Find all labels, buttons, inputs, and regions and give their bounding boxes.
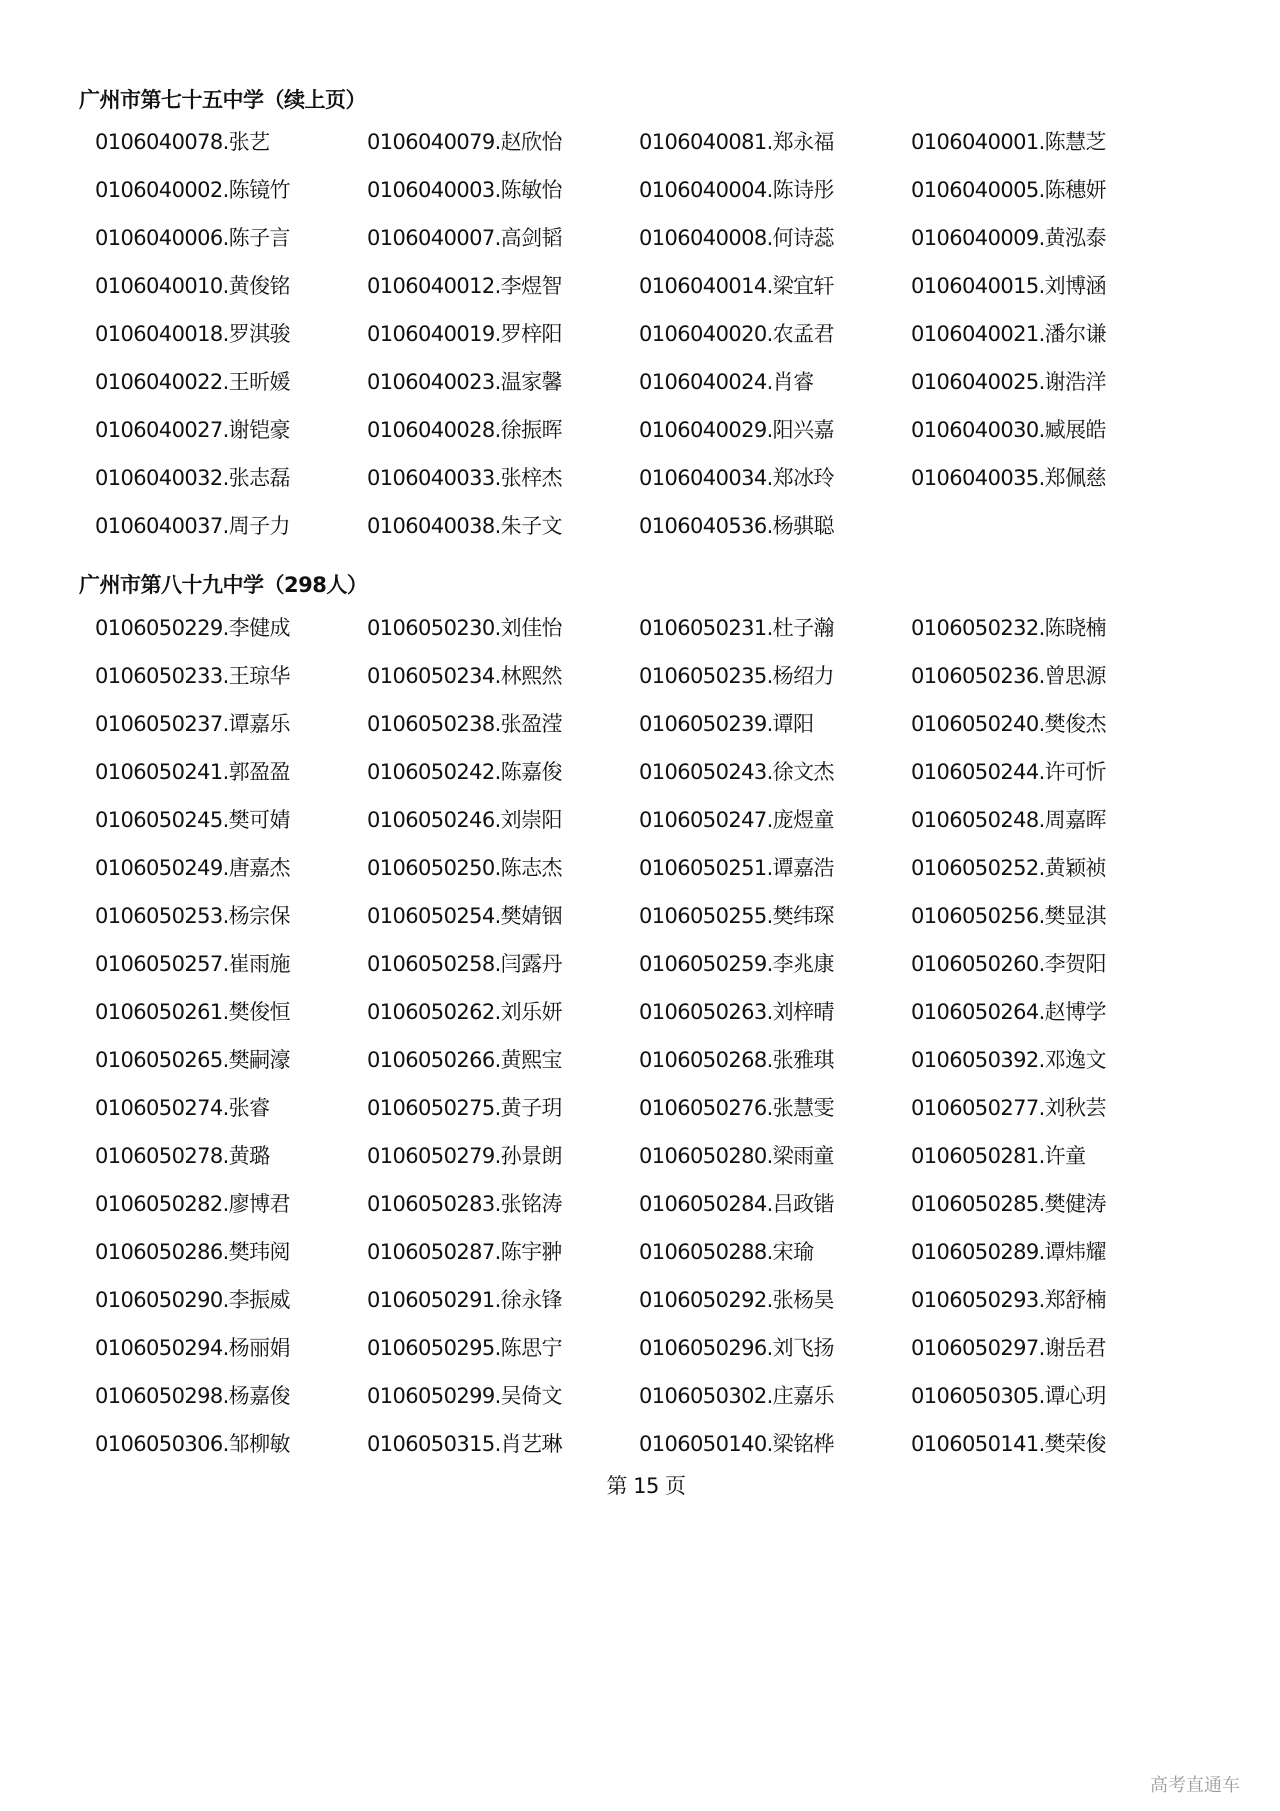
- student-entry: 0106050298.杨嘉俊: [95, 1384, 290, 1408]
- student-list-school-75: [95, 128, 1183, 560]
- student-entry: 0106040015.刘博涵: [911, 274, 1106, 298]
- student-entry: 0106050287.陈宇翀: [367, 1240, 562, 1264]
- watermark: 高考直通车: [1150, 1775, 1240, 1796]
- student-entry: 0106050244.许可忻: [911, 760, 1106, 784]
- table-row: [95, 224, 1183, 272]
- student-entry: 0106040001.陈慧芝: [911, 130, 1106, 154]
- student-entry: 0106050264.赵博学: [911, 1000, 1106, 1024]
- table-row: [95, 1190, 1183, 1238]
- page-number: 第 15 页: [606, 1474, 686, 1498]
- student-entry: 0106040033.张梓杰: [367, 466, 562, 490]
- student-entry: 0106050263.刘梓晴: [639, 1000, 834, 1024]
- student-entry: 0106050297.谢岳君: [911, 1336, 1106, 1360]
- student-entry: 0106050258.闫露丹: [367, 952, 562, 976]
- student-entry: 0106050233.王琼华: [95, 664, 290, 688]
- student-entry: 0106040029.阳兴嘉: [639, 418, 834, 442]
- table-row: [95, 512, 1183, 560]
- student-entry: 0106040021.潘尔谦: [911, 322, 1106, 346]
- student-entry: 0106050315.肖艺琳: [367, 1432, 562, 1456]
- student-entry: 0106050262.刘乐妍: [367, 1000, 562, 1024]
- table-row: [95, 416, 1183, 464]
- table-row: [95, 854, 1183, 902]
- student-entry: 0106050291.徐永锋: [367, 1288, 562, 1312]
- student-entry: 0106050260.李贺阳: [911, 952, 1106, 976]
- student-entry: 0106040014.梁宜轩: [639, 274, 834, 298]
- student-entry: 0106040012.李煜智: [367, 274, 562, 298]
- student-entry: 0106050268.张雅琪: [639, 1048, 834, 1072]
- student-entry: 0106050235.杨绍力: [639, 664, 834, 688]
- student-list-school-89: [95, 614, 1183, 1478]
- section-title-school-75: 广州市第七十五中学（续上页）: [79, 88, 366, 112]
- student-entry: 0106040536.杨骐聪: [639, 514, 834, 538]
- student-entry: 0106050296.刘飞扬: [639, 1336, 834, 1360]
- student-entry: 0106050231.杜子瀚: [639, 616, 834, 640]
- table-row: [95, 368, 1183, 416]
- student-entry: 0106050290.李振威: [95, 1288, 290, 1312]
- student-entry: 0106050239.谭阳: [639, 712, 814, 736]
- student-entry: 0106050248.周嘉晖: [911, 808, 1106, 832]
- student-entry: 0106050278.黄璐: [95, 1144, 270, 1168]
- student-entry: 0106040035.郑佩慈: [911, 466, 1106, 490]
- student-entry: 0106050280.梁雨童: [639, 1144, 834, 1168]
- student-entry: 0106050276.张慧雯: [639, 1096, 834, 1120]
- student-entry: 0106050241.郭盈盈: [95, 760, 290, 784]
- student-entry: 0106050255.樊纬琛: [639, 904, 834, 928]
- student-entry: 0106040009.黄泓泰: [911, 226, 1106, 250]
- table-row: [95, 1238, 1183, 1286]
- table-row: [95, 1334, 1183, 1382]
- student-entry: 0106040024.肖睿: [639, 370, 814, 394]
- student-entry: 0106050286.樊玮阅: [95, 1240, 290, 1264]
- student-entry: 0106050242.陈嘉俊: [367, 760, 562, 784]
- student-entry: 0106050257.崔雨施: [95, 952, 290, 976]
- student-entry: 0106040002.陈镜竹: [95, 178, 290, 202]
- student-entry: 0106040079.赵欣怡: [367, 130, 562, 154]
- student-entry: 0106040007.高剑韬: [367, 226, 562, 250]
- student-entry: 0106050306.邹柳敏: [95, 1432, 290, 1456]
- student-entry: 0106050240.樊俊杰: [911, 712, 1106, 736]
- student-entry: 0106050254.樊婧铟: [367, 904, 562, 928]
- student-entry: 0106040023.温家馨: [367, 370, 562, 394]
- table-row: [95, 176, 1183, 224]
- table-row: [95, 998, 1183, 1046]
- student-entry: 0106050238.张盈滢: [367, 712, 562, 736]
- student-entry: 0106040037.周子力: [95, 514, 290, 538]
- student-entry: 0106050140.梁铭桦: [639, 1432, 834, 1456]
- student-entry: 0106050282.廖博君: [95, 1192, 290, 1216]
- student-entry: 0106050288.宋瑜: [639, 1240, 814, 1264]
- student-entry: 0106050289.谭炜耀: [911, 1240, 1106, 1264]
- student-entry: 0106050283.张铭涛: [367, 1192, 562, 1216]
- table-row: [95, 1286, 1183, 1334]
- student-entry: 0106050253.杨宗保: [95, 904, 290, 928]
- student-entry: 0106050236.曾思源: [911, 664, 1106, 688]
- student-entry: 0106050249.唐嘉杰: [95, 856, 290, 880]
- student-entry: 0106040034.郑冰玲: [639, 466, 834, 490]
- student-entry: 0106040078.张艺: [95, 130, 270, 154]
- table-row: [95, 614, 1183, 662]
- student-entry: 0106050250.陈志杰: [367, 856, 562, 880]
- student-entry: 0106050247.庞煜童: [639, 808, 834, 832]
- student-entry: 0106050141.樊荣俊: [911, 1432, 1106, 1456]
- table-row: [95, 1094, 1183, 1142]
- student-entry: 0106040019.罗梓阳: [367, 322, 562, 346]
- student-entry: 0106050246.刘崇阳: [367, 808, 562, 832]
- student-entry: 0106050256.樊显淇: [911, 904, 1106, 928]
- student-entry: 0106050237.谭嘉乐: [95, 712, 290, 736]
- student-entry: 0106050284.吕政锴: [639, 1192, 834, 1216]
- student-entry: 0106050305.谭心玥: [911, 1384, 1106, 1408]
- section-title-school-89: 广州市第八十九中学（298人）: [79, 573, 368, 597]
- student-entry: 0106050266.黄熙宝: [367, 1048, 562, 1072]
- table-row: [95, 1046, 1183, 1094]
- student-entry: 0106050293.郑舒楠: [911, 1288, 1106, 1312]
- student-entry: 0106040010.黄俊铭: [95, 274, 290, 298]
- student-entry: 0106040025.谢浩洋: [911, 370, 1106, 394]
- table-row: [95, 1142, 1183, 1190]
- student-entry: 0106050252.黄颖祯: [911, 856, 1106, 880]
- student-entry: 0106050279.孙景朗: [367, 1144, 562, 1168]
- student-entry: 0106050392.邓逸文: [911, 1048, 1106, 1072]
- student-entry: 0106050229.李健成: [95, 616, 290, 640]
- student-entry: 0106050261.樊俊恒: [95, 1000, 290, 1024]
- table-row: [95, 662, 1183, 710]
- student-entry: 0106040003.陈敏怡: [367, 178, 562, 202]
- student-entry: 0106040008.何诗蕊: [639, 226, 834, 250]
- student-entry: 0106040038.朱子文: [367, 514, 562, 538]
- student-entry: 0106050243.徐文杰: [639, 760, 834, 784]
- student-entry: 0106040032.张志磊: [95, 466, 290, 490]
- student-entry: 0106040005.陈穗妍: [911, 178, 1106, 202]
- student-entry: 0106040004.陈诗彤: [639, 178, 834, 202]
- student-entry: 0106050245.樊可婧: [95, 808, 290, 832]
- student-entry: 0106050281.许童: [911, 1144, 1086, 1168]
- student-entry: 0106050292.张杨昊: [639, 1288, 834, 1312]
- student-entry: 0106040020.农孟君: [639, 322, 834, 346]
- table-row: [95, 758, 1183, 806]
- student-entry: 0106040030.臧展皓: [911, 418, 1106, 442]
- student-entry: 0106040022.王昕媛: [95, 370, 290, 394]
- student-entry: 0106050299.吴倚文: [367, 1384, 562, 1408]
- student-entry: 0106040006.陈子言: [95, 226, 290, 250]
- student-entry: 0106050277.刘秋芸: [911, 1096, 1106, 1120]
- student-entry: 0106050295.陈思宁: [367, 1336, 562, 1360]
- student-entry: 0106040018.罗淇骏: [95, 322, 290, 346]
- table-row: [95, 464, 1183, 512]
- table-row: [95, 128, 1183, 176]
- student-entry: 0106050274.张睿: [95, 1096, 270, 1120]
- table-row: [95, 950, 1183, 998]
- student-entry: 0106040081.郑永福: [639, 130, 834, 154]
- student-entry: 0106050259.李兆康: [639, 952, 834, 976]
- student-entry: 0106050234.林熙然: [367, 664, 562, 688]
- table-row: [95, 272, 1183, 320]
- table-row: [95, 1382, 1183, 1430]
- student-entry: 0106050275.黄子玥: [367, 1096, 562, 1120]
- table-row: [95, 320, 1183, 368]
- table-row: [95, 806, 1183, 854]
- student-entry: 0106050232.陈晓楠: [911, 616, 1106, 640]
- student-entry: 0106040027.谢铠豪: [95, 418, 290, 442]
- student-entry: 0106050302.庄嘉乐: [639, 1384, 834, 1408]
- student-entry: 0106050285.樊健涛: [911, 1192, 1106, 1216]
- student-entry: 0106050230.刘佳怡: [367, 616, 562, 640]
- table-row: [95, 710, 1183, 758]
- student-entry: 0106050294.杨丽娟: [95, 1336, 290, 1360]
- student-entry: 0106050251.谭嘉浩: [639, 856, 834, 880]
- table-row: [95, 902, 1183, 950]
- student-entry: 0106040028.徐振晖: [367, 418, 562, 442]
- student-entry: 0106050265.樊嗣濠: [95, 1048, 290, 1072]
